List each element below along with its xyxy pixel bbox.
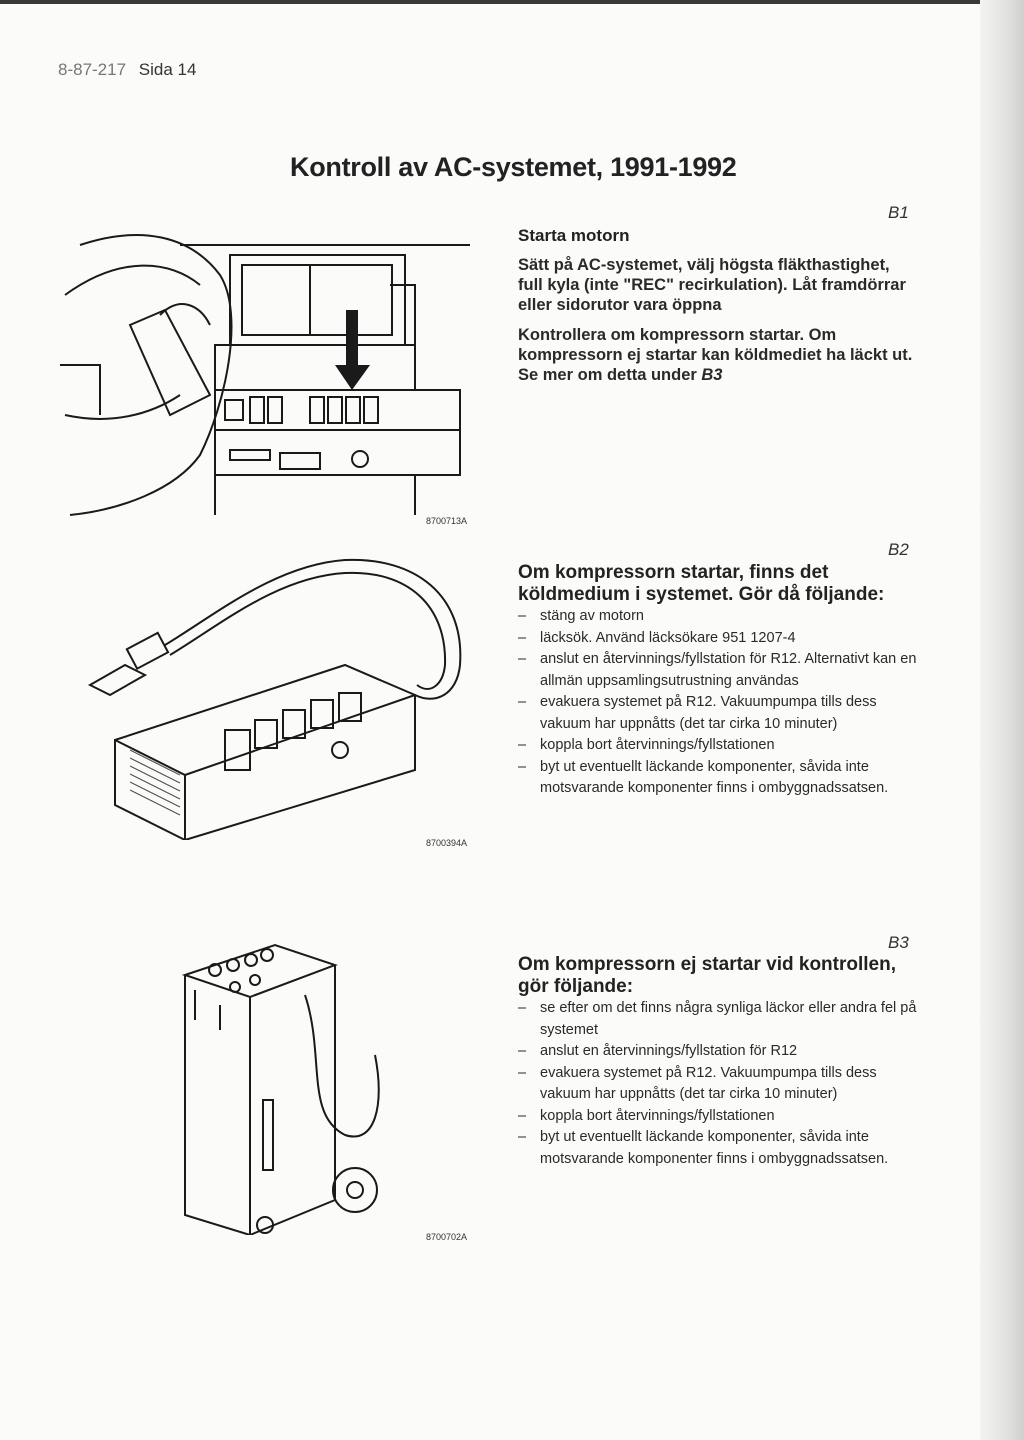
step-item: – byt ut eventuellt läckande komponenter, såvida inte motsvarande komponenter finns i ombyggnadssatsen.	[518, 757, 918, 800]
figure-ref-b3: 8700702A	[426, 1232, 468, 1242]
step-item: – evakuera systemet på R12. Vakuumpumpa tills dess vakuum har uppnåtts (det tar cirka 10 minuter)	[518, 692, 918, 735]
figure-ref-b1: 8700713A	[426, 516, 468, 526]
top-border	[0, 0, 1024, 4]
paragraph-b1-1: Sätt på AC-systemet, välj högsta fläkthastighet, full kyla (inte "REC" recirkulation). Låt framdörrar eller sidorutor vara öppna	[518, 256, 906, 314]
steps-b2	[518, 606, 918, 800]
section-label-b3: B3	[888, 933, 909, 952]
page-number: Sida 14	[138, 60, 197, 79]
steps-b3	[518, 998, 918, 1170]
step-item: – evakuera systemet på R12. Vakuumpumpa tills dess vakuum har uppnåtts (det tar cirka 10 minuter)	[518, 1063, 918, 1106]
step-item: – anslut en återvinnings/fyllstation för R12	[518, 1041, 918, 1063]
page-header	[58, 60, 196, 80]
step-item: – anslut en återvinnings/fyllstation för R12. Alternativt kan en allmän uppsamlingsutrustning användas	[518, 649, 918, 692]
doc-code: 8-87-217	[58, 60, 127, 79]
paragraph-b1-2	[518, 325, 913, 385]
leak-detector-illustration	[85, 545, 465, 840]
step-item: – se efter om det finns några synliga läckor eller andra fel på systemet	[518, 998, 918, 1041]
figure-ref-b2: 8700394A	[426, 838, 468, 848]
page-edge-shadow	[980, 0, 1024, 1440]
heading-b3: Om kompressorn ej startar vid kontrollen, gör följande:	[518, 954, 896, 997]
instructions-b1	[518, 255, 913, 395]
section-label-b2: B2	[888, 540, 909, 559]
recovery-station-illustration	[175, 935, 390, 1235]
step-item: – koppla bort återvinnings/fyllstationen	[518, 735, 918, 757]
reference-b3: B3	[701, 366, 723, 384]
step-item: – stäng av motorn	[518, 606, 918, 628]
step-item: – byt ut eventuellt läckande komponenter, såvida inte motsvarande komponenter finns i ombyggnadssatsen.	[518, 1127, 918, 1170]
page-title: Kontroll av AC-systemet, 1991-1992	[290, 152, 737, 182]
step-item: – koppla bort återvinnings/fyllstationen	[518, 1106, 918, 1128]
heading-b1: Starta motorn	[518, 226, 630, 245]
step-item: – läcksök. Använd läcksökare 951 1207-4	[518, 628, 918, 650]
heading-b2: Om kompressorn startar, finns det köldmedium i systemet. Gör då följande:	[518, 562, 885, 605]
paragraph-b1-2-text: Kontrollera om kompressorn startar. Om kompressorn ej startar kan köldmediet ha läckt ut. Se mer om detta under	[518, 326, 913, 384]
dashboard-illustration	[60, 215, 470, 520]
section-label-b1: B1	[888, 203, 909, 222]
